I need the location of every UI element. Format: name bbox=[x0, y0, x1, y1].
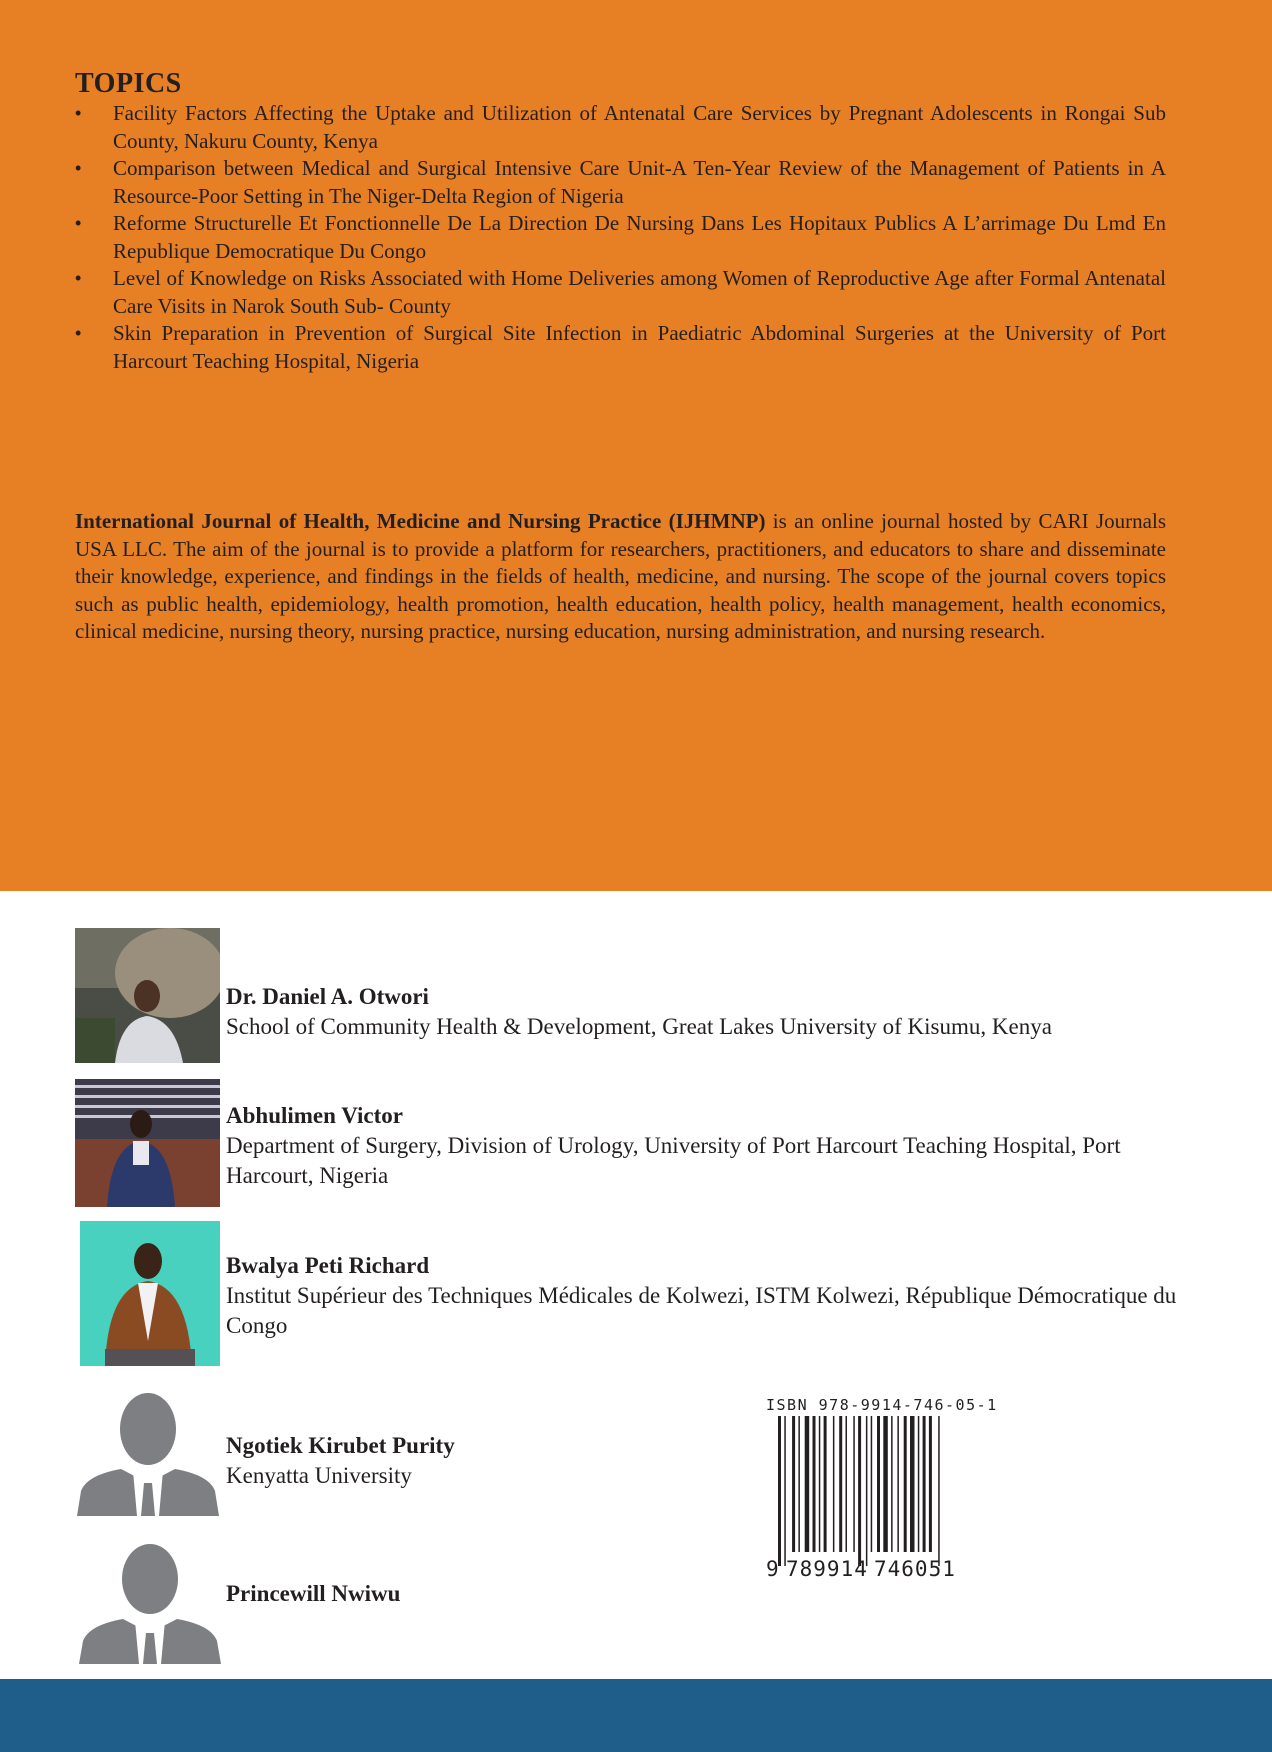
barcode-bar bbox=[866, 1416, 868, 1566]
barcode-bars bbox=[778, 1416, 940, 1566]
barcode-bar bbox=[923, 1416, 926, 1552]
topic-text: Comparison between Medical and Surgical Intensive Care Unit-A Ten-Year Review of the Management of Patients in A Resource-Poor Setting in The Niger-Delta Region of Nigeria bbox=[113, 156, 1166, 208]
barcode-bar bbox=[877, 1416, 880, 1552]
isbn-barcode bbox=[766, 1416, 976, 1578]
barcode-bar bbox=[846, 1416, 848, 1552]
barcode-bar bbox=[910, 1416, 915, 1552]
barcode-bar bbox=[805, 1416, 810, 1552]
author-affiliation: Institut Supérieur des Techniques Médicales de Kolwezi, ISTM Kolwezi, République Démocratique du Congo bbox=[226, 1283, 1177, 1338]
author-name: Abhulimen Victor bbox=[226, 1103, 403, 1128]
barcode-digits-right: 746051 bbox=[874, 1557, 956, 1578]
bullet-icon: • bbox=[75, 323, 82, 343]
author-photo bbox=[75, 928, 220, 1063]
barcode-bar bbox=[778, 1416, 781, 1566]
author-photo bbox=[80, 1221, 220, 1366]
barcode-digits-left: 789914 bbox=[786, 1557, 868, 1578]
portrait-photo-icon bbox=[75, 928, 220, 1063]
barcode-bar bbox=[853, 1416, 855, 1552]
author-affiliation: School of Community Health & Development, Great Lakes University of Kisumu, Kenya bbox=[226, 1014, 1052, 1039]
author-text bbox=[226, 1579, 400, 1609]
barcode-digit-first: 9 bbox=[766, 1557, 779, 1578]
barcode-bar bbox=[784, 1416, 786, 1566]
barcode-bar bbox=[798, 1416, 800, 1552]
author-affiliation: Kenyatta University bbox=[226, 1463, 412, 1488]
portrait-photo-icon bbox=[75, 1079, 220, 1207]
bullet-icon: • bbox=[75, 103, 82, 123]
topic-item bbox=[75, 155, 1166, 210]
barcode-bar bbox=[839, 1416, 842, 1552]
topics-list bbox=[75, 100, 1166, 375]
portrait-photo-icon bbox=[80, 1221, 220, 1366]
author-entry bbox=[75, 1079, 1195, 1229]
journal-name: International Journal of Health, Medicine and Nursing Practice (IJHMNP) bbox=[75, 509, 766, 533]
topic-text: Level of Knowledge on Risks Associated with Home Deliveries among Women of Reproductive Age after Formal Antenatal Care Visits in Narok South Sub- County bbox=[113, 266, 1166, 318]
barcode-bar bbox=[792, 1416, 795, 1552]
author-text bbox=[226, 1251, 1195, 1341]
topics-heading: TOPICS bbox=[75, 68, 182, 99]
topic-text: Skin Preparation in Prevention of Surgical Site Infection in Paediatric Abdominal Surgeries at the University of Port Harcourt Teaching Hospital, Nigeria bbox=[113, 321, 1166, 373]
author-photo bbox=[75, 1079, 220, 1207]
author-text bbox=[226, 982, 1052, 1042]
author-name: Ngotiek Kirubet Purity bbox=[226, 1433, 455, 1458]
author-name: Dr. Daniel A. Otwori bbox=[226, 984, 429, 1009]
topic-text: Reforme Structurelle Et Fonctionnelle De La Direction De Nursing Dans Les Hopitaux Publics A L’arrimage Du Lmd En Republique Democratique Du Congo bbox=[113, 211, 1166, 263]
topic-item bbox=[75, 210, 1166, 265]
barcode-bar bbox=[833, 1416, 835, 1552]
barcode-bar bbox=[883, 1416, 888, 1552]
journal-description bbox=[75, 508, 1166, 646]
topic-item bbox=[75, 100, 1166, 155]
author-entry bbox=[75, 1391, 1195, 1541]
bullet-icon: • bbox=[75, 158, 82, 178]
barcode-bar bbox=[938, 1416, 940, 1566]
barcode-bar bbox=[904, 1416, 907, 1552]
author-entry bbox=[75, 928, 1195, 1078]
barcode-bar bbox=[929, 1416, 932, 1552]
author-text bbox=[226, 1101, 1195, 1191]
person-silhouette-icon bbox=[77, 1391, 219, 1516]
author-affiliation: Department of Surgery, Division of Urology, University of Port Harcourt Teaching Hospital, Port Harcourt, Nigeria bbox=[226, 1133, 1121, 1188]
isbn-label: ISBN 978-9914-746-05-1 bbox=[766, 1396, 998, 1414]
person-silhouette-icon bbox=[79, 1543, 221, 1664]
barcode-bar bbox=[824, 1416, 827, 1552]
author-entry bbox=[75, 1543, 1195, 1693]
barcode-bar bbox=[897, 1416, 899, 1552]
topic-item bbox=[75, 320, 1166, 375]
barcode-bar bbox=[891, 1416, 893, 1552]
bullet-icon: • bbox=[75, 213, 82, 233]
journal-description-text: is an online journal hosted by CARI Journals USA LLC. The aim of the journal is to provide a platform for researchers, practitioners, and educators to share and disseminate their knowledge, experience, and findings in the fields of health, medicine, and nursing. The scope of the journal covers topics such as public health, epidemiology, health promotion, health education, health policy, health management, health economics, clinical medicine, nursing theory, nursing practice, nursing education, nursing administration, and nursing research. bbox=[75, 509, 1166, 643]
blue-footer-band bbox=[0, 1679, 1272, 1752]
author-entry bbox=[75, 1221, 1195, 1371]
barcode-bar bbox=[918, 1416, 920, 1552]
barcode-bar bbox=[819, 1416, 821, 1552]
barcode-bar bbox=[858, 1416, 861, 1566]
author-name: Princewill Nwiwu bbox=[226, 1581, 401, 1606]
barcode-bar bbox=[871, 1416, 873, 1552]
bullet-icon: • bbox=[75, 268, 82, 288]
author-photo bbox=[77, 1391, 219, 1516]
author-name: Bwalya Peti Richard bbox=[226, 1253, 430, 1278]
author-text bbox=[226, 1431, 455, 1491]
topic-text: Facility Factors Affecting the Uptake and Utilization of Antenatal Care Services by Pregnant Adolescents in Rongai Sub County, Nakuru County, Kenya bbox=[113, 101, 1166, 153]
topic-item bbox=[75, 265, 1166, 320]
barcode-bar bbox=[813, 1416, 816, 1552]
author-photo bbox=[79, 1543, 221, 1664]
